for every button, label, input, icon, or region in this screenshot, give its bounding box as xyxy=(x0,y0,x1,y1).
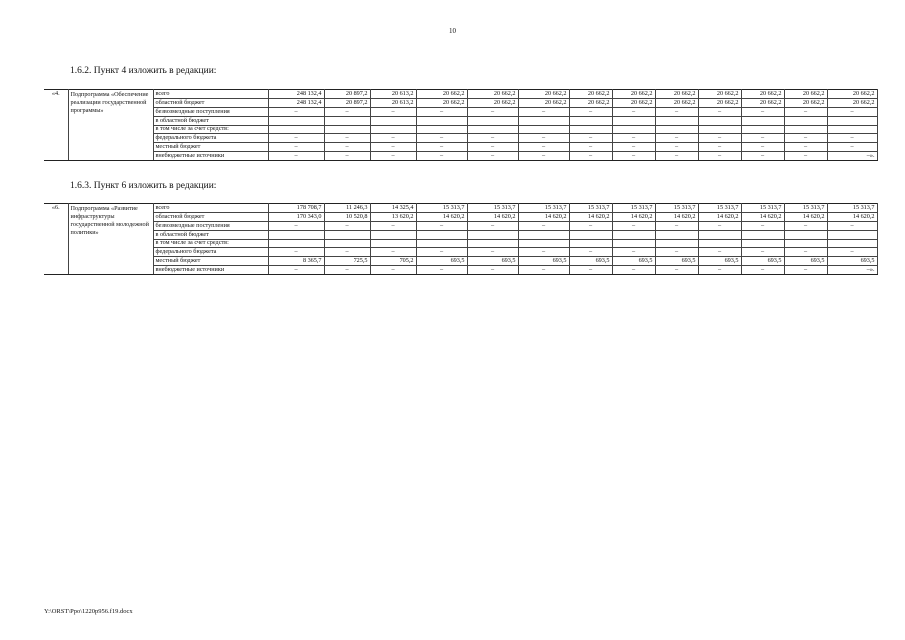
row-label: безвозмездные поступления xyxy=(153,221,268,230)
value-cell: – xyxy=(741,134,784,143)
value-cell: 178 708,7 xyxy=(268,204,324,213)
value-cell xyxy=(784,125,827,134)
value-cell: 15 313,7 xyxy=(698,204,741,213)
value-cell: 13 620,2 xyxy=(370,212,416,221)
budget-table-1 xyxy=(44,89,878,161)
value-cell: – xyxy=(784,248,827,257)
value-cell xyxy=(827,116,877,125)
value-cell: – xyxy=(612,107,655,116)
row-label: внебюджетные источники xyxy=(153,152,268,161)
value-cell xyxy=(569,125,612,134)
value-cell: – xyxy=(467,134,518,143)
value-cell: – xyxy=(827,134,877,143)
value-cell: 20 662,2 xyxy=(827,90,877,99)
value-cell: 20 662,2 xyxy=(416,98,467,107)
value-cell: – xyxy=(467,107,518,116)
value-cell: 20 662,2 xyxy=(569,98,612,107)
value-cell: – xyxy=(784,107,827,116)
value-cell: – xyxy=(612,152,655,161)
value-cell: – xyxy=(370,107,416,116)
value-cell: – xyxy=(324,221,370,230)
value-cell xyxy=(518,116,569,125)
value-cell: – xyxy=(416,134,467,143)
value-cell: – xyxy=(268,221,324,230)
value-cell xyxy=(655,116,698,125)
value-cell: 693,5 xyxy=(518,257,569,266)
value-cell: 20 662,2 xyxy=(655,98,698,107)
value-cell xyxy=(741,239,784,248)
value-cell: – xyxy=(370,248,416,257)
value-cell: – xyxy=(324,134,370,143)
value-cell xyxy=(268,125,324,134)
row-label: в областной бюджет xyxy=(153,230,268,239)
row-label: всего xyxy=(153,204,268,213)
table-row xyxy=(44,107,877,116)
value-cell: 15 313,7 xyxy=(784,204,827,213)
value-cell: – xyxy=(518,152,569,161)
row-label: местный бюджет xyxy=(153,257,268,266)
item-number: «6. xyxy=(44,204,68,275)
value-cell xyxy=(518,125,569,134)
value-cell: 20 662,2 xyxy=(416,90,467,99)
row-label: в областной бюджет xyxy=(153,116,268,125)
value-cell xyxy=(467,239,518,248)
value-cell xyxy=(416,116,467,125)
value-cell: 20 662,2 xyxy=(784,90,827,99)
value-cell: 20 662,2 xyxy=(518,98,569,107)
value-cell: – xyxy=(698,266,741,275)
table-row xyxy=(44,257,877,266)
value-cell xyxy=(612,125,655,134)
value-cell: 693,5 xyxy=(741,257,784,266)
value-cell: 693,5 xyxy=(784,257,827,266)
table-row xyxy=(44,90,877,99)
value-cell: – xyxy=(655,143,698,152)
row-label: в том числе за счет средств: xyxy=(153,239,268,248)
value-cell xyxy=(370,116,416,125)
value-cell: –». xyxy=(827,266,877,275)
value-cell xyxy=(416,239,467,248)
row-label: в том числе за счет средств: xyxy=(153,125,268,134)
table-row xyxy=(44,98,877,107)
value-cell: – xyxy=(698,152,741,161)
value-cell: – xyxy=(268,143,324,152)
value-cell: – xyxy=(467,221,518,230)
value-cell: 20 613,2 xyxy=(370,98,416,107)
value-cell: – xyxy=(324,152,370,161)
value-cell: 20 662,2 xyxy=(698,90,741,99)
value-cell xyxy=(467,125,518,134)
value-cell xyxy=(741,230,784,239)
value-cell: – xyxy=(741,248,784,257)
item-number: «4. xyxy=(44,90,68,161)
row-label: внебюджетные источники xyxy=(153,266,268,275)
value-cell: – xyxy=(518,266,569,275)
value-cell: 14 620,2 xyxy=(827,212,877,221)
value-cell: 20 662,2 xyxy=(612,90,655,99)
value-cell xyxy=(784,239,827,248)
value-cell: – xyxy=(518,107,569,116)
value-cell: 20 897,2 xyxy=(324,98,370,107)
value-cell: – xyxy=(741,221,784,230)
value-cell xyxy=(612,116,655,125)
value-cell: – xyxy=(827,107,877,116)
value-cell: – xyxy=(268,248,324,257)
value-cell xyxy=(416,125,467,134)
value-cell: 14 620,2 xyxy=(467,212,518,221)
value-cell xyxy=(268,239,324,248)
value-cell: 693,5 xyxy=(698,257,741,266)
value-cell: – xyxy=(827,248,877,257)
value-cell xyxy=(569,230,612,239)
table-row xyxy=(44,221,877,230)
value-cell xyxy=(324,230,370,239)
value-cell xyxy=(612,239,655,248)
value-cell: 15 313,7 xyxy=(655,204,698,213)
value-cell: 725,5 xyxy=(324,257,370,266)
value-cell: 693,5 xyxy=(655,257,698,266)
value-cell: 170 343,0 xyxy=(268,212,324,221)
table-row xyxy=(44,134,877,143)
budget-table-2 xyxy=(44,203,878,275)
section-title-2: 1.6.3. Пункт 6 изложить в редакции: xyxy=(70,181,217,191)
row-label: областной бюджет xyxy=(153,98,268,107)
value-cell xyxy=(370,125,416,134)
value-cell: 20 662,2 xyxy=(827,98,877,107)
value-cell: 20 662,2 xyxy=(518,90,569,99)
value-cell: – xyxy=(268,152,324,161)
value-cell: 248 132,4 xyxy=(268,90,324,99)
section-title-1: 1.6.2. Пункт 4 изложить в редакции: xyxy=(70,66,217,76)
value-cell: – xyxy=(569,134,612,143)
value-cell: – xyxy=(467,152,518,161)
value-cell: – xyxy=(467,266,518,275)
value-cell: – xyxy=(784,134,827,143)
table-row xyxy=(44,266,877,275)
value-cell xyxy=(467,116,518,125)
value-cell: – xyxy=(698,221,741,230)
value-cell: – xyxy=(370,134,416,143)
value-cell: – xyxy=(268,134,324,143)
value-cell: – xyxy=(569,248,612,257)
file-path: Y:\ORST\Ppo\1220p956.f19.docx xyxy=(44,608,133,615)
value-cell xyxy=(370,239,416,248)
value-cell xyxy=(518,239,569,248)
value-cell: – xyxy=(698,143,741,152)
value-cell xyxy=(416,230,467,239)
value-cell: 14 620,2 xyxy=(698,212,741,221)
value-cell: – xyxy=(741,266,784,275)
value-cell: 693,5 xyxy=(827,257,877,266)
value-cell: 248 132,4 xyxy=(268,98,324,107)
value-cell: 15 313,7 xyxy=(827,204,877,213)
value-cell: 20 662,2 xyxy=(467,90,518,99)
value-cell: – xyxy=(268,266,324,275)
value-cell: 15 313,7 xyxy=(741,204,784,213)
value-cell xyxy=(827,230,877,239)
value-cell: – xyxy=(569,221,612,230)
value-cell: – xyxy=(741,143,784,152)
value-cell: 20 662,2 xyxy=(569,90,612,99)
value-cell xyxy=(698,239,741,248)
value-cell xyxy=(467,230,518,239)
value-cell: – xyxy=(416,107,467,116)
value-cell: – xyxy=(416,266,467,275)
program-name: Подпрограмма «Обеспечение реализации государственной программы» xyxy=(68,90,153,161)
table-row xyxy=(44,143,877,152)
value-cell: – xyxy=(698,248,741,257)
program-name: Подпрограмма «Развитие инфраструктуры государственной молодежной политики» xyxy=(68,204,153,275)
value-cell xyxy=(698,125,741,134)
row-label: всего xyxy=(153,90,268,99)
table-row xyxy=(44,212,877,221)
value-cell xyxy=(612,230,655,239)
value-cell: 14 325,4 xyxy=(370,204,416,213)
value-cell xyxy=(655,230,698,239)
value-cell xyxy=(698,230,741,239)
row-label: федерального бюджета xyxy=(153,134,268,143)
value-cell: 15 313,7 xyxy=(467,204,518,213)
value-cell: – xyxy=(370,152,416,161)
value-cell: – xyxy=(370,143,416,152)
value-cell: – xyxy=(518,248,569,257)
value-cell: 20 897,2 xyxy=(324,90,370,99)
value-cell: – xyxy=(569,266,612,275)
value-cell: – xyxy=(416,143,467,152)
value-cell: 693,5 xyxy=(467,257,518,266)
table-row xyxy=(44,204,877,213)
value-cell xyxy=(655,125,698,134)
value-cell xyxy=(370,230,416,239)
value-cell xyxy=(655,239,698,248)
value-cell: 15 313,7 xyxy=(416,204,467,213)
value-cell: 705,2 xyxy=(370,257,416,266)
value-cell: 20 613,2 xyxy=(370,90,416,99)
value-cell xyxy=(827,239,877,248)
value-cell: – xyxy=(324,107,370,116)
value-cell: 11 246,3 xyxy=(324,204,370,213)
page-number: 10 xyxy=(449,27,456,35)
value-cell: 8 365,7 xyxy=(268,257,324,266)
value-cell: – xyxy=(324,248,370,257)
value-cell xyxy=(324,125,370,134)
value-cell: 693,5 xyxy=(612,257,655,266)
table-row xyxy=(44,248,877,257)
value-cell xyxy=(324,116,370,125)
value-cell: – xyxy=(741,152,784,161)
value-cell: – xyxy=(569,143,612,152)
value-cell: – xyxy=(569,152,612,161)
value-cell: – xyxy=(827,143,877,152)
value-cell: – xyxy=(518,134,569,143)
value-cell: 15 313,7 xyxy=(518,204,569,213)
value-cell: – xyxy=(467,143,518,152)
value-cell: – xyxy=(612,143,655,152)
value-cell: – xyxy=(655,107,698,116)
value-cell: –». xyxy=(827,152,877,161)
value-cell: – xyxy=(370,266,416,275)
row-label: федерального бюджета xyxy=(153,248,268,257)
value-cell: – xyxy=(655,134,698,143)
value-cell xyxy=(784,230,827,239)
value-cell: – xyxy=(612,248,655,257)
value-cell xyxy=(324,239,370,248)
value-cell: 10 520,8 xyxy=(324,212,370,221)
value-cell: 15 313,7 xyxy=(569,204,612,213)
value-cell: 14 620,2 xyxy=(416,212,467,221)
value-cell: 15 313,7 xyxy=(612,204,655,213)
value-cell: 20 662,2 xyxy=(784,98,827,107)
value-cell: – xyxy=(698,107,741,116)
value-cell: – xyxy=(655,152,698,161)
table-row xyxy=(44,152,877,161)
value-cell: – xyxy=(416,221,467,230)
value-cell xyxy=(268,230,324,239)
value-cell: – xyxy=(784,152,827,161)
value-cell: – xyxy=(784,143,827,152)
value-cell xyxy=(569,239,612,248)
value-cell xyxy=(827,125,877,134)
row-label: местный бюджет xyxy=(153,143,268,152)
value-cell: – xyxy=(370,221,416,230)
value-cell xyxy=(569,116,612,125)
value-cell: 20 662,2 xyxy=(741,98,784,107)
value-cell xyxy=(268,116,324,125)
value-cell: 14 620,2 xyxy=(569,212,612,221)
value-cell: – xyxy=(416,152,467,161)
value-cell: – xyxy=(612,221,655,230)
value-cell: 20 662,2 xyxy=(612,98,655,107)
value-cell: – xyxy=(698,134,741,143)
value-cell xyxy=(741,125,784,134)
value-cell: 20 662,2 xyxy=(467,98,518,107)
table-row xyxy=(44,230,877,239)
value-cell: – xyxy=(324,266,370,275)
value-cell: 20 662,2 xyxy=(741,90,784,99)
value-cell: – xyxy=(569,107,612,116)
value-cell: – xyxy=(655,248,698,257)
value-cell: 20 662,2 xyxy=(655,90,698,99)
value-cell: – xyxy=(784,266,827,275)
value-cell: – xyxy=(518,221,569,230)
table-row xyxy=(44,239,877,248)
value-cell xyxy=(698,116,741,125)
value-cell: – xyxy=(467,248,518,257)
table-row xyxy=(44,116,877,125)
value-cell: 14 620,2 xyxy=(741,212,784,221)
value-cell: 20 662,2 xyxy=(698,98,741,107)
value-cell xyxy=(784,116,827,125)
value-cell: – xyxy=(324,143,370,152)
value-cell: 14 620,2 xyxy=(655,212,698,221)
row-label: областной бюджет xyxy=(153,212,268,221)
value-cell: 14 620,2 xyxy=(612,212,655,221)
value-cell: – xyxy=(612,266,655,275)
value-cell: – xyxy=(784,221,827,230)
value-cell: – xyxy=(655,221,698,230)
value-cell: – xyxy=(612,134,655,143)
value-cell: – xyxy=(268,107,324,116)
value-cell: 14 620,2 xyxy=(784,212,827,221)
value-cell xyxy=(741,116,784,125)
value-cell: – xyxy=(741,107,784,116)
value-cell: – xyxy=(416,248,467,257)
row-label: безвозмездные поступления xyxy=(153,107,268,116)
value-cell: 693,5 xyxy=(416,257,467,266)
value-cell: – xyxy=(518,143,569,152)
value-cell xyxy=(518,230,569,239)
value-cell: – xyxy=(827,221,877,230)
table-row xyxy=(44,125,877,134)
value-cell: 14 620,2 xyxy=(518,212,569,221)
value-cell: 693,5 xyxy=(569,257,612,266)
value-cell: – xyxy=(655,266,698,275)
